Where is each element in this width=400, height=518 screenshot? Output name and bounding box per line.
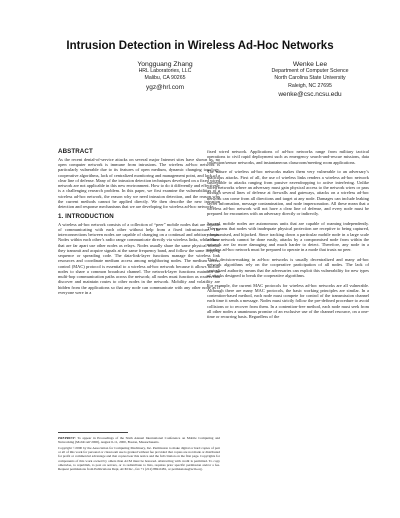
body-paragraph: fixed wired network. Applications of ad-hoc networks range from military tactical operations to civil rapid deployment such as emergency search-and-rescue missions, data collection/sensor networks, and instantaneous classroom/meeting room applications. xyxy=(207,149,369,165)
author-email: wenke@csc.ncsu.edu xyxy=(278,90,342,98)
author-name: Wenke Lee xyxy=(292,61,328,68)
body-paragraph: Third, decision-making in ad-hoc networks is usually decentralized and many ad-hoc network algorithms rely on the cooperative participation of all nodes. The lack of centralized authority means that the adversaries can exploit this vulnerability for new types of attacks designed to break the cooperative algorithms. xyxy=(207,257,369,278)
author-affiliation: Department of Computer Science xyxy=(271,68,349,75)
body-paragraph: For example, the current MAC protocols for wireless ad-hoc networks are all vulnerable. Although there are many MAC protocols, the basic working principles are similar. In a contention-based method, each node must compete for control of the transmission channel each time it sends a message. Nodes must strictly follow the pre-defined procedure to avoid collisions or to recover from them. In a contention-free method, each node must seek from all other nodes a unanimous promise of an exclusive use of the channel resource, on a one-time or recurring basis. Regardless of the xyxy=(207,282,369,319)
author-affiliation: HRL Laboratories, LLC xyxy=(138,68,192,75)
introduction-text: A wireless ad-hoc network consists of a collection of “peer” mobile nodes that are capable of communicating with each other without help from a fixed infrastructure. The interconnections between nodes are capable of changing on a continual and arbitrary basis. Nodes within each other’s radio range communicate directly via wireless links, while those that are far apart use other nodes as relays. Nodes usually share the same physical media; they transmit and acquire signals at the same frequency band, and follow the same hopping sequence or spreading code. The data-link-layer functions manage the wireless link resources and coordinate medium access among neighboring nodes. The medium access control (MAC) protocol is essential to a wireless ad-hoc network because it allows mobile nodes to share a common broadcast channel. The network-layer functions maintain the multi-hop communication paths across the network; all nodes must function as routers that discover and maintain routes to other nodes in the network. Mobility and volatility are hidden from the applications so that any node can communicate with any other node as if everyone were in a xyxy=(58,221,220,295)
author-institution: North Carolina State University xyxy=(274,75,346,82)
footnote-copyright: Copyright ©2000 by the Association for Computing Machinery, Inc. Permission to make digital or hard copies of part or all of this work for personal or classroom use is granted without fee provided that copies are not made or distributed for profit or commercial advantage and that copies bear this notice and the full citation on the first page. Copyrights for components of this work owned by others than ACM must be honored. Abstracting with credit is permitted. To copy otherwise, to republish, to post on servers, or to redistribute to lists, requires prior specific permission and/or a fee. Request permissions from Publications Dept, ACM Inc., fax +1 (212) 869-0481, or permissions@acm.org. xyxy=(58,445,220,471)
author-address: Malibu, CA 90265 xyxy=(144,75,186,82)
introduction-heading: 1. INTRODUCTION xyxy=(58,212,114,220)
abstract-text: As the recent denial-of-service attacks on several major Internet sites have shown us, no open computer network is immune from intrusions. The wireless ad-hoc network is particularly vulnerable due to its features of open medium, dynamic changing topology, cooperative algorithms, lack of centralized monitoring and management point, and lack of a clear line of defense. Many of the intrusion detection techniques developed on a fixed wired network are not applicable in this new environment. How to do it differently and effectively is a challenging research problem. In this paper, we first examine the vulnerabilities of a wireless ad-hoc network, the reason why we need intrusion detection, and the reason why the current methods cannot be applied directly. We then describe the new intrusion detection and response mechanisms that we are developing for wireless ad-hoc networks. xyxy=(58,156,220,209)
body-paragraph: Second, mobile nodes are autonomous units that are capable of roaming independently. This means that nodes with inadequate physical protection are receptive to being captured, compromised, and hijacked. Since tracking down a particular mobile node in a large scale ad-hoc network cannot be done easily, attacks by a compromised node from within the network are far more damaging and much harder to detect. Therefore, any node in a wireless ad-hoc network must be prepared to operate in a mode that trusts no peer. xyxy=(207,221,369,253)
paper-title: Intrusion Detection in Wireless Ad-Hoc Networks xyxy=(66,40,334,52)
right-column xyxy=(207,149,369,324)
body-paragraph: The nature of wireless ad-hoc networks makes them very vulnerable to an adversary’s malicious attacks. First of all, the use of wireless links renders a wireless ad-hoc network susceptible to attacks ranging from passive eavesdropping to active interfering. Unlike wired networks where an adversary must gain physical access to the network wires or pass through several lines of defense at firewalls and gateways, attacks on a wireless ad-hoc network can come from all directions and target at any node. Damages can include leaking secret information, message contamination, and node impersonation. All these mean that a wireless ad-hoc network will not have a clear line of defense, and every node must be prepared for encounters with an adversary directly or indirectly. xyxy=(207,169,369,217)
footnote-venue: To appear in Proceedings of the Sixth Annual International Conference on Mobile Computing and Networking (MobiCom’2000), August 6-11, 2000, Boston, Massachusetts. xyxy=(58,436,220,445)
abstract-heading: ABSTRACT xyxy=(58,148,93,155)
left-column xyxy=(58,149,220,300)
author-address: Raleigh, NC 27695 xyxy=(288,82,332,89)
footnote-divider xyxy=(58,432,128,433)
footnote: PREPRINT: To appear in Proceedings of the Sixth Annual International Conference on Mobile Computing and Networking (MobiCom’2000), August 6-11, 2000, Boston, Massachusetts. Copyright ©2000 by the Association for Computing Machinery, Inc. Permission to make digital or hard copies of part or all of this work for personal or classroom use is granted without fee provided that copies are not made or distributed for profit or commercial advantage and that copies bear this notice and the full citation on the first page. Copyrights for components of this work owned by others than ACM must be honored. Abstracting with credit is permitted. To copy otherwise, to republish, to post on servers, or to redistribute to lists, requires prior specific permission and/or a fee. Request permissions from Publications Dept, ACM Inc., fax +1 (212) 869-0481, or permissions@acm.org. xyxy=(58,436,220,471)
author-block-2 xyxy=(235,61,385,98)
author-name: Yongguang Zhang xyxy=(137,61,193,68)
author-block-1 xyxy=(90,61,240,91)
footnote-lead: PREPRINT xyxy=(58,436,75,440)
author-email: ygz@hrl.com xyxy=(145,83,185,91)
